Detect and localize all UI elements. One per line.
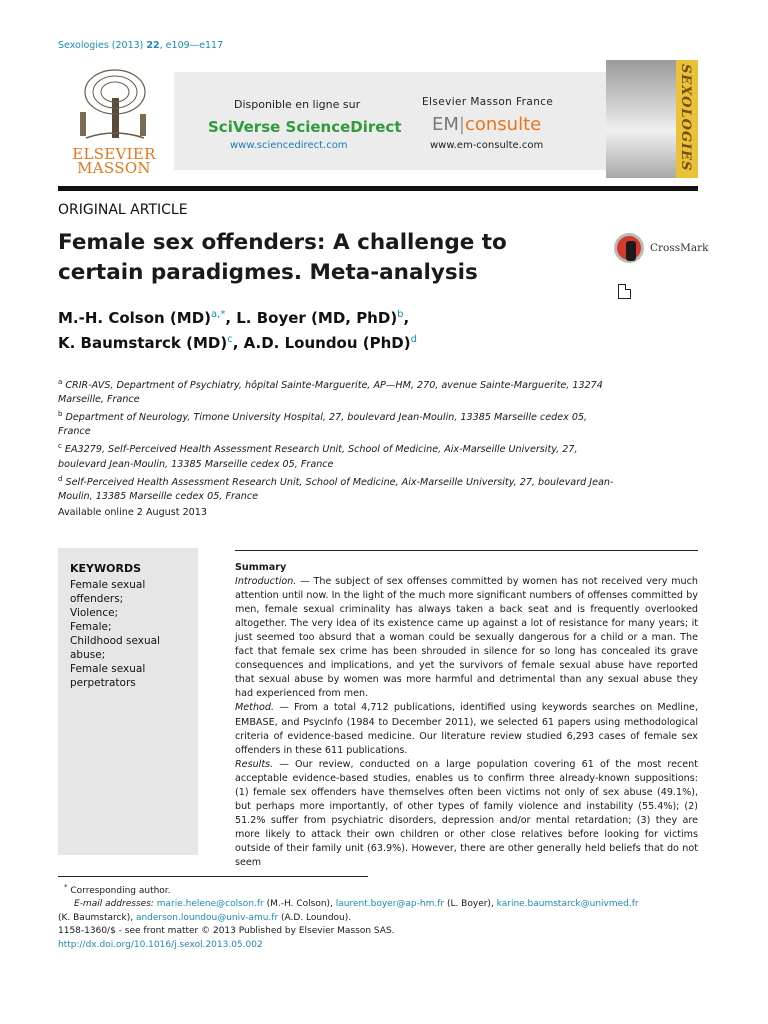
author-baumstarck: K. Baumstarck (MD)	[58, 334, 228, 352]
corresponding-text: Corresponding author.	[70, 886, 171, 896]
crossmark-bookmark-icon	[626, 241, 636, 261]
em-text: EM	[432, 114, 459, 135]
footnote-divider	[58, 876, 368, 877]
cover-image	[606, 60, 676, 178]
author-colson: M.-H. Colson (MD)	[58, 309, 212, 327]
intro-text: — The subject of sex offenses committed by women has not received very much attention until now. In the light of the much more significant numbers of offenses committed by men, female sexual criminality has always taken a back seat and is frequently overlooked altogether. The very idea of its existence came up against a lot of resistance for many years; it just seemed too absurd that a woman could be sexually dangerous for a child or a man. The fact that female sex crime has been shrouded in silence for so long has concealed its grave consequences and implications, and yet the survivors of female sexual abuse have reported that sexual abuse by women was more harmful and detrimental than any sexual abuse they had experienced from men.	[235, 576, 698, 700]
results-label: Results.	[235, 758, 274, 770]
journal-volume: 22	[146, 40, 160, 51]
em-consulte-logo[interactable]: EM|consulte	[432, 114, 542, 135]
keyword-item: Female sexual offenders;	[70, 579, 146, 605]
method-label: Method.	[235, 702, 275, 714]
abstract-summary	[235, 561, 698, 870]
sciencedirect-logo[interactable]: SciVerse ScienceDirect	[208, 118, 402, 136]
email-boyer-link[interactable]: laurent.boyer@ap-hm.fr	[335, 899, 445, 910]
elsevier-text: ELSEVIER	[72, 145, 156, 163]
email-owner: (M.-H. Colson),	[263, 899, 336, 910]
keyword-item: Childhood sexual abuse;	[70, 635, 160, 661]
author-line-2	[58, 329, 417, 354]
issn-line: 1158-1360/$ - see front matter © 2013 Published by Elsevier Masson SAS.	[58, 926, 395, 937]
em-label: Elsevier Masson France	[422, 96, 554, 108]
email-owner: (A.D. Loundou).	[278, 912, 352, 923]
journal-ref-prefix: Sexologies (2013)	[58, 40, 147, 51]
summary-results	[235, 758, 698, 870]
summary-heading: Summary	[235, 562, 287, 573]
cover-title: SEXOLOGIES	[678, 64, 693, 172]
results-text: — Our review, conducted on a large population covering 61 of the most recent acceptable evidence-based studies, enables us to confirm three already-known suppositions: (1) female sex offenders have themselves often been victims not only of sex abuse (49.1%), but perhaps more importantly, of other types of family violence and instability (55.4%); (2) 51.2% suffer from psychiatric disorders, depression and/or mental retardation; (3) they are more likely to attack their own children or other close relatives before looking for victims outside of their family unit (63.9%). However, there are other generally held beliefs that do not seem	[235, 758, 698, 868]
summary-introduction	[235, 575, 698, 701]
affiliation-b	[58, 407, 618, 439]
author-baumstarck-affil[interactable]: c	[227, 334, 233, 345]
keywords-list	[70, 578, 194, 690]
summary-divider	[235, 550, 698, 551]
author-line-1	[58, 304, 417, 329]
email-line-2	[58, 912, 678, 925]
masson-text: MASSON	[77, 159, 151, 177]
elsevier-logo[interactable]	[58, 60, 170, 182]
sciencedirect-link[interactable]: www.sciencedirect.com	[230, 140, 348, 151]
author-loundou: , A.D. Loundou (PhD)	[232, 334, 411, 352]
crossmark-icon	[614, 233, 644, 263]
affiliation-marker: d	[58, 474, 63, 483]
affiliation-text: Department of Neurology, Timone University Hospital, 27, boulevard Jean-Moulin, 13385 Marseille cedex 05, France	[58, 412, 588, 438]
article-title: Female sex offenders: A challenge to certain paradigmes. Meta-analysis	[58, 230, 507, 285]
email-owner: (K. Baumstarck),	[58, 912, 136, 923]
affiliation-text: Self-Perceived Health Assessment Research Unit, School of Medicine, Aix-Marseille University, 27, boulevard Jean-Moulin, 13385 Marseille cedex 05, France	[58, 476, 614, 502]
corresponding-author-note: * Corresponding author.	[64, 883, 171, 896]
sd-label: Disponible en ligne sur	[234, 98, 361, 111]
email-label: E-mail addresses:	[74, 899, 157, 910]
keyword-item: Female;	[70, 621, 112, 633]
author-colson-affil[interactable]: a,*	[211, 309, 226, 320]
em-consulte-link[interactable]: www.em-consulte.com	[430, 140, 544, 151]
available-online-date: Available online 2 August 2013	[58, 507, 207, 518]
affiliation-marker: a	[58, 378, 63, 386]
article-type: ORIGINAL ARTICLE	[58, 202, 188, 218]
author-loundou-affil[interactable]: d	[410, 334, 417, 345]
elsevier-tree-icon	[74, 68, 156, 144]
affiliation-marker: b	[58, 410, 63, 419]
elsevier-wordmark	[58, 147, 170, 175]
journal-banner	[58, 60, 698, 182]
access-info-panel	[174, 72, 610, 170]
email-loundou-link[interactable]: anderson.loundou@univ-amu.fr	[135, 912, 279, 923]
summary-method	[235, 701, 698, 757]
header-divider	[58, 186, 698, 191]
keywords-box	[58, 548, 198, 855]
affiliation-a	[58, 375, 618, 407]
keyword-item: Violence;	[70, 607, 119, 619]
footnotes	[58, 881, 678, 952]
email-line	[58, 898, 678, 911]
author-boyer: , L. Boyer (MD, PhD)	[225, 309, 398, 327]
affiliation-marker: c	[58, 442, 62, 451]
author-separator: ,	[403, 309, 410, 327]
author-list	[58, 304, 417, 354]
affiliation-text: CRIR-AVS, Department of Psychiatry, hôpital Sainte-Marguerite, AP—HM, 270, avenue Sainte-Marguerite, 13274 Marseille, France	[58, 380, 603, 406]
email-owner: (L. Boyer),	[444, 899, 497, 910]
author-boyer-affil[interactable]: b	[397, 309, 404, 320]
keywords-title: KEYWORDS	[70, 562, 142, 575]
doi-link[interactable]: http://dx.doi.org/10.1016/j.sexol.2013.05.002	[58, 939, 263, 950]
journal-pages: , e109—e117	[159, 40, 224, 51]
keyword-item: Female sexual perpetrators	[70, 663, 146, 689]
journal-reference[interactable]	[58, 40, 223, 51]
crossmark-label: CrossMark	[650, 242, 709, 254]
consulte-text: consulte	[464, 114, 542, 135]
affiliation-d	[58, 472, 618, 504]
affiliation-text: EA3279, Self-Perceived Health Assessment Research Unit, School of Medicine, Aix-Marseille University, 27, boulevard Jean-Moulin, 13385 Marseille cedex 05, France	[58, 444, 578, 470]
journal-cover[interactable]	[606, 60, 698, 178]
method-text: — From a total 4,712 publications, identified using keywords searches on Medline, EMBASE, and PsycInfo (1984 to December 2011), we selected 61 papers using methodological criteria of evidence-based medicine. Our literature review studied 6,293 cases of female sex offenders in these 611 publications.	[235, 702, 698, 756]
email-baumstarck-link[interactable]: karine.baumstarck@univmed.fr	[496, 899, 639, 910]
affiliation-c	[58, 439, 618, 471]
affiliations	[58, 375, 618, 504]
email-colson-link[interactable]: marie.helene@colson.fr	[156, 899, 264, 910]
document-icon[interactable]	[618, 284, 631, 299]
intro-label: Introduction.	[235, 576, 297, 588]
document-fold	[625, 284, 631, 290]
